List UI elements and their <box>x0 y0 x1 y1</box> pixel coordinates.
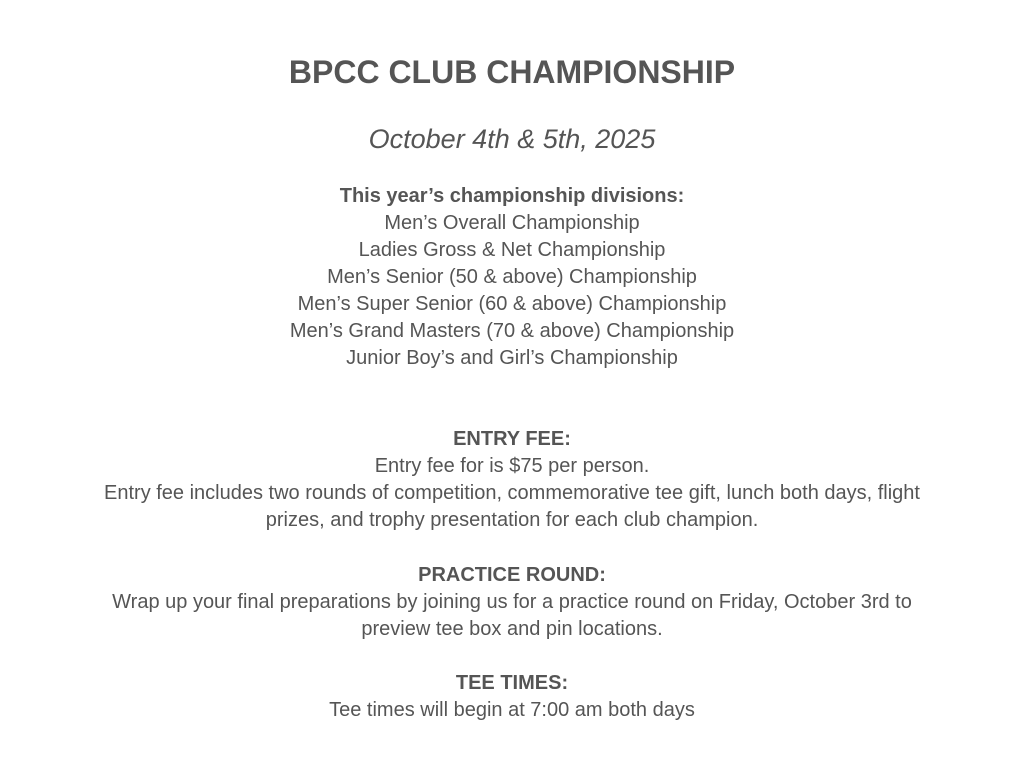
practice-round-line: Wrap up your final preparations by joining us for a practice round on Friday, October 3rd to <box>112 591 912 613</box>
entry-fee-line: prizes, and trophy presentation for each club champion. <box>265 509 759 531</box>
tee-times-line: Tee times will begin at 7:00 am both days <box>329 699 695 721</box>
practice-round-line: preview tee box and pin locations. <box>361 618 663 640</box>
division-item: Men’s Senior (50 & above) Championship <box>327 266 697 288</box>
event-date: October 4th & 5th, 2025 <box>368 124 656 154</box>
page-title: BPCC CLUB CHAMPIONSHIP <box>288 54 736 90</box>
divisions-heading: This year’s championship divisions: <box>339 185 685 207</box>
divisions-section <box>20 183 1004 372</box>
division-item: Junior Boy’s and Girl’s Championship <box>346 347 678 369</box>
entry-fee-line: Entry fee includes two rounds of competition, commemorative tee gift, lunch both days, flight <box>104 482 920 504</box>
practice-round-heading: PRACTICE ROUND: <box>418 564 606 586</box>
practice-round-section <box>20 562 1004 643</box>
entry-fee-line: Entry fee for is $75 per person. <box>374 455 650 477</box>
division-item: Men’s Grand Masters (70 & above) Championship <box>289 320 735 342</box>
division-item: Men’s Overall Championship <box>384 212 640 234</box>
division-item: Men’s Super Senior (60 & above) Championship <box>297 293 727 315</box>
entry-fee-heading: ENTRY FEE: <box>453 428 571 450</box>
entry-fee-section <box>20 426 1004 534</box>
tee-times-heading: TEE TIMES: <box>455 672 569 694</box>
division-item: Ladies Gross & Net Championship <box>358 239 666 261</box>
tee-times-section <box>20 670 1004 724</box>
